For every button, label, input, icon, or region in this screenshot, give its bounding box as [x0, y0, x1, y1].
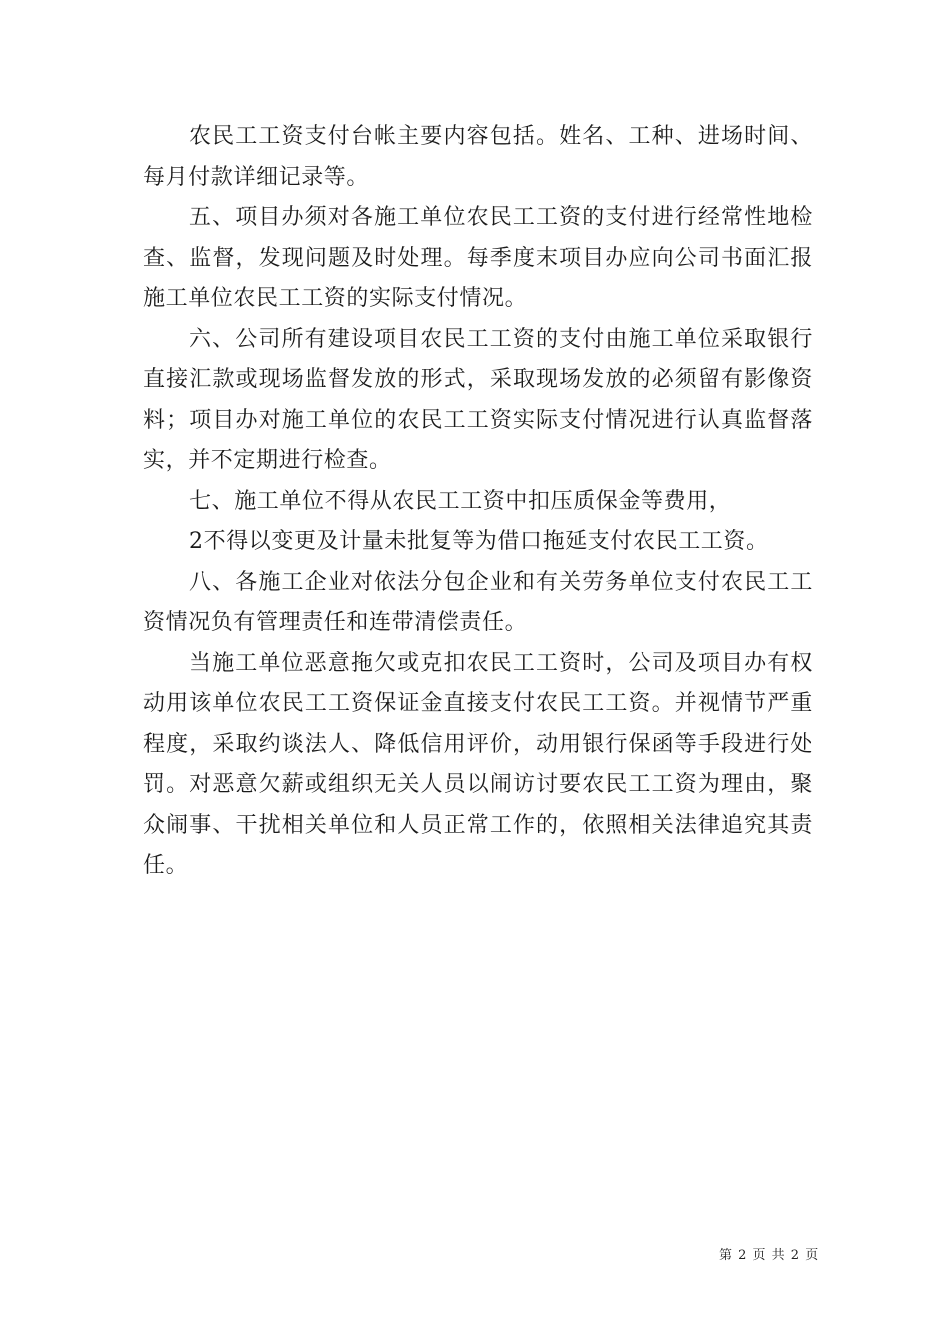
page-number-footer: 第 2 页 共 2 页	[719, 1248, 820, 1263]
document-body	[143, 117, 813, 887]
paragraph-penalties: 当施工单位恶意拖欠或克扣农民工工资时，公司及项目办有权动用该单位农民工工资保证金直接支付农民工工资。并视情节严重程度，采取约谈法人、降低信用评价，动用银行保函等手段进行处罚。对恶意欠薪或组织无关人员以闹访讨要农民工工资为理由，聚众闹事、干扰相关单位和人员正常工作的，依照相关法律追究其责任。	[143, 650, 813, 878]
paragraph-article-6: 六、公司所有建设项目农民工工资的支付由施工单位采取银行直接汇款或现场监督发放的形式，采取现场发放的必须留有影像资料；项目办对施工单位的农民工工资实际支付情况进行认真监督落实，并不定期进行检查。	[143, 326, 813, 473]
paragraph-article-7: 七、施工单位不得从农民工工资中扣压质保金等费用，	[189, 488, 732, 514]
paragraph-article-5: 五、项目办须对各施工单位农民工工资的支付进行经常性地检查、监督，发现问题及时处理。每季度末项目办应向公司书面汇报施工单位农民工工资的实际支付情况。	[143, 205, 813, 311]
paragraph-article-7-continued: 2不得以变更及计量未批复等为借口拖延支付农民工工资。	[189, 529, 769, 554]
paragraph-ledger-contents: 农民工工资支付台帐主要内容包括。姓名、工种、进场时间、每月付款详细记录等。	[143, 124, 813, 190]
paragraph-article-8: 八、各施工企业对依法分包企业和有关劳务单位支付农民工工资情况负有管理责任和连带清偿责任。	[143, 569, 813, 635]
